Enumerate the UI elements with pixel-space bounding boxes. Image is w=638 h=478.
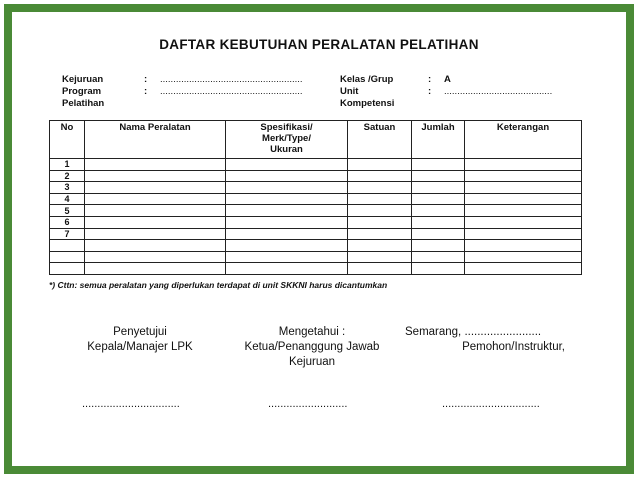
cell-no: 2 xyxy=(50,170,85,182)
signature-3-blank: ................................ xyxy=(442,398,540,410)
equipment-table xyxy=(49,120,582,275)
header-no: No xyxy=(50,121,85,159)
signature-2-line2: Ketua/Penanggung Jawab xyxy=(244,341,380,353)
cell-nama-peralatan xyxy=(85,251,226,263)
cell-satuan xyxy=(348,193,412,205)
cell-satuan xyxy=(348,263,412,275)
cell-no xyxy=(50,251,85,263)
program-colon: : xyxy=(144,86,148,97)
header-satuan: Satuan xyxy=(348,121,412,159)
info-row-kejuruan xyxy=(62,74,303,86)
cell-jumlah xyxy=(412,263,465,275)
cell-keterangan xyxy=(465,205,582,217)
cell-jumlah xyxy=(412,193,465,205)
signature-1-blank: ................................ xyxy=(82,398,180,410)
cell-jumlah xyxy=(412,228,465,240)
cell-spesifikasi xyxy=(226,193,348,205)
kompetensi-label: Kompetensi xyxy=(340,98,395,109)
kelas-label: Kelas /Grup xyxy=(340,74,394,85)
cell-keterangan xyxy=(465,182,582,194)
cell-spesifikasi xyxy=(226,228,348,240)
cell-jumlah xyxy=(412,216,465,228)
signature-penyetujui xyxy=(70,325,210,355)
cell-no: 1 xyxy=(50,159,85,171)
cell-keterangan xyxy=(465,240,582,252)
table-row xyxy=(50,240,582,252)
unit-label: Unit xyxy=(340,86,359,97)
cell-no xyxy=(50,240,85,252)
cell-nama-peralatan xyxy=(85,159,226,171)
signature-2-line3: Kejuruan xyxy=(288,356,336,368)
table-row xyxy=(50,216,582,228)
signature-2-line1: Mengetahui : xyxy=(278,326,346,338)
unit-value: ......................................... xyxy=(444,86,553,97)
header-spesifikasi: Spesifikasi/ Merk/Type/ Ukuran xyxy=(226,121,348,159)
cell-jumlah xyxy=(412,251,465,263)
cell-spesifikasi xyxy=(226,182,348,194)
table-row xyxy=(50,263,582,275)
cell-satuan xyxy=(348,182,412,194)
cell-jumlah xyxy=(412,170,465,182)
program-label: Program xyxy=(62,86,102,97)
table-row xyxy=(50,251,582,263)
table-row xyxy=(50,182,582,194)
cell-spesifikasi xyxy=(226,251,348,263)
signature-mengetahui xyxy=(228,325,396,370)
cell-jumlah xyxy=(412,159,465,171)
cell-keterangan xyxy=(465,216,582,228)
cell-no: 4 xyxy=(50,193,85,205)
cell-satuan xyxy=(348,216,412,228)
cell-spesifikasi xyxy=(226,170,348,182)
cell-satuan xyxy=(348,205,412,217)
cell-satuan xyxy=(348,240,412,252)
table-row xyxy=(50,228,582,240)
cell-jumlah xyxy=(412,205,465,217)
cell-nama-peralatan xyxy=(85,205,226,217)
program-value: ...................................................... xyxy=(160,86,303,97)
cell-spesifikasi xyxy=(226,240,348,252)
kejuruan-colon: : xyxy=(144,74,148,85)
cell-spesifikasi xyxy=(226,263,348,275)
header-nama-peralatan: Nama Peralatan xyxy=(85,121,226,159)
cell-nama-peralatan xyxy=(85,193,226,205)
cell-no: 6 xyxy=(50,216,85,228)
cell-no xyxy=(50,263,85,275)
header-jumlah: Jumlah xyxy=(412,121,465,159)
cell-no: 3 xyxy=(50,182,85,194)
signature-3-line2: Pemohon/Instruktur, xyxy=(462,341,565,353)
kelas-colon: : xyxy=(428,74,432,85)
cell-satuan xyxy=(348,170,412,182)
table-note: *) Cttn: semua peralatan yang diperlukan terdapat di unit SKKNI harus dicantumkan xyxy=(49,280,388,290)
cell-nama-peralatan xyxy=(85,240,226,252)
table-row xyxy=(50,205,582,217)
signature-1-line2: Kepala/Manajer LPK xyxy=(87,341,193,353)
cell-keterangan xyxy=(465,193,582,205)
info-row-unit xyxy=(340,86,552,98)
kejuruan-label: Kejuruan xyxy=(62,74,104,85)
info-right xyxy=(340,74,552,110)
cell-nama-peralatan xyxy=(85,216,226,228)
info-row-program xyxy=(62,86,303,98)
signature-3-line1: Semarang, ........................ xyxy=(405,326,542,338)
cell-nama-peralatan xyxy=(85,228,226,240)
info-row-pelatihan xyxy=(62,98,303,110)
info-row-kompetensi xyxy=(340,98,552,110)
cell-keterangan xyxy=(465,228,582,240)
table-row xyxy=(50,159,582,171)
cell-keterangan xyxy=(465,263,582,275)
kelas-value: A xyxy=(444,74,451,85)
cell-satuan xyxy=(348,159,412,171)
cell-keterangan xyxy=(465,170,582,182)
info-left xyxy=(62,74,303,110)
cell-nama-peralatan xyxy=(85,170,226,182)
table-row xyxy=(50,170,582,182)
table-row xyxy=(50,193,582,205)
header-keterangan: Keterangan xyxy=(465,121,582,159)
cell-jumlah xyxy=(412,240,465,252)
cell-satuan xyxy=(348,251,412,263)
info-row-kelas xyxy=(340,74,552,86)
cell-no: 5 xyxy=(50,205,85,217)
unit-colon: : xyxy=(428,86,432,97)
kejuruan-value: ...................................................... xyxy=(160,74,303,85)
table-body xyxy=(50,159,582,275)
cell-nama-peralatan xyxy=(85,182,226,194)
pelatihan-label: Pelatihan xyxy=(62,98,105,109)
document-title: DAFTAR KEBUTUHAN PERALATAN PELATIHAN xyxy=(159,37,479,52)
cell-jumlah xyxy=(412,182,465,194)
cell-spesifikasi xyxy=(226,159,348,171)
cell-keterangan xyxy=(465,159,582,171)
cell-spesifikasi xyxy=(226,216,348,228)
signature-pemohon xyxy=(405,325,565,355)
cell-no: 7 xyxy=(50,228,85,240)
table-header-row xyxy=(50,121,582,159)
cell-satuan xyxy=(348,228,412,240)
signature-1-line1: Penyetujui xyxy=(113,326,167,338)
signature-2-blank: .......................... xyxy=(268,398,348,410)
cell-keterangan xyxy=(465,251,582,263)
cell-nama-peralatan xyxy=(85,263,226,275)
cell-spesifikasi xyxy=(226,205,348,217)
